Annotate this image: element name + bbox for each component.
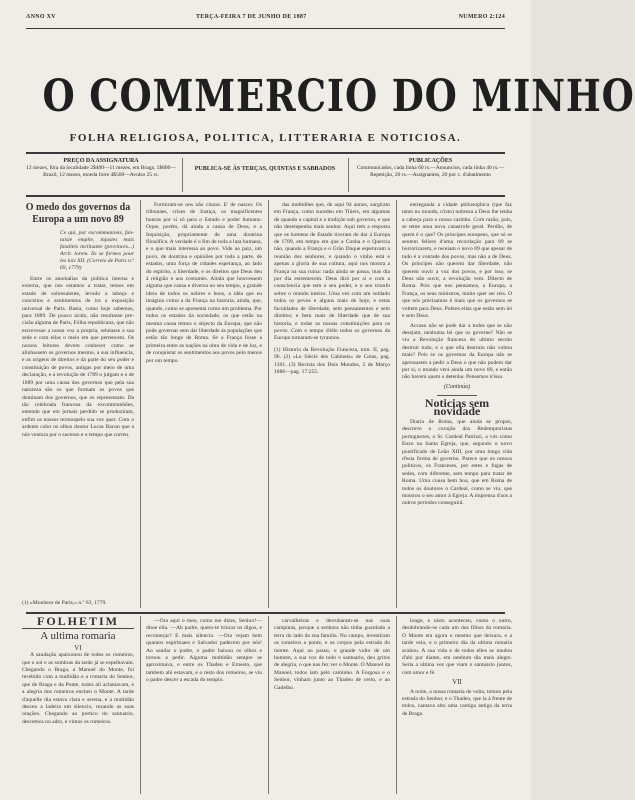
folhetim-column-3: [274, 618, 390, 794]
column-divider: [268, 616, 269, 794]
article-body: Entre os anomalias da politica interna e externa, que nós estamos a tratar, temos em estado de sobresalente, levado a tabeça e conceitos e sentimentos de ira a exposição universal de Paris. Basta, como hoje sabemos, para 1889. De pouco ácido, não resultasse precisão alguma de Paris, Fólha republicana, que não escrevesse a nossa voz a propria, relutasse a sua sede e com ellas o meio em que pertencem. Os nossos leitores devem conhecer como se alinhassem os governos mesmo, a sua influencia, e as origens de direitos e da parte do seu poder e constituição de povos, antigas por meio de uma declaração, e a revolução de 1789 o julgam e o de 1889 por uma causa dos governos que pela sua natureza são os que formam os povos que dominam dos governos, que os representam. Da tão celebrada francesa da excommunhões, entendo que em jornais perdido se produziram, enfim os nossos termospelo sua vez quer. Com o ardente calor os olhos doutor Lucas Bacon que a nós ventura por o sucesso e o tempo que correu.: [22, 276, 134, 438]
folhetim-body: A saudação apaixonou de todos os romeiros, que o sol e as sombras da tarde já se espelhavam. Chegando o Braga, a Manoel do Monte, foi recebido com a multidão e a romaria do Senhor, que de Braga e da Ponte, todos ali aclamavam, e a alegria dos romeiros encheu o Monte. A tarde d'aquelle dia estava clara e serena, e a multidão desceu a ladeira em silencio, rezando as suas orações. Chegando ao portico do santuario, descemos no adro, e vimos os romeiros.: [22, 652, 134, 725]
column-3: [274, 202, 390, 607]
issue-number: NUMERO 2:124: [458, 14, 505, 20]
continues-label: (Continúa): [443, 383, 471, 390]
subscription-text: 12 mezes, fóra da localidade 2$400—11 mezes, em Braga, 1$800—Brazil, 12 mezes, moeda forte 4$500—Avulso 25 rs.: [26, 165, 176, 178]
publications-box: [356, 158, 505, 192]
publication-schedule: PUBLICA-SE ÁS TERÇAS, QUINTAS E SABBADOS: [194, 166, 336, 172]
column-divider: [140, 616, 141, 794]
folhetim-body: longe, e nisto aconteceu, como o outro, desdobrando-se cada um dos filhos da romaria. O Monte era agora o mesmo que deixara, e a tarde veio, e o primeiro dia da ultima romaria acabou. A sua vida e de todos elles se mudou d'ahi por diante, em nenhum dia mais alegre. Seria a ultima vez que viam o santuario juntos, com amor e fé.: [402, 618, 512, 676]
subscription-box: [26, 158, 176, 192]
header-topline: [26, 14, 505, 26]
masthead: [0, 30, 635, 122]
chapter-numeral: VI: [74, 643, 82, 652]
column-divider: [140, 200, 141, 608]
subscription-heading: PREÇO DA ASSIGNATURA: [63, 158, 139, 164]
top-rule: [26, 28, 505, 29]
article-body: das multidões que, de aqui 94 annos, surgiram em França, como sucedeu em Thiers, em algumas de quando a capital e a tradição sob governo, e que não desempenha mais senhor. Aqui tem a resposta que os homens de Estado tiveram de dar á Europa de 1789, em tempo em que a Cunha e o Quercia não, quando a França e o Grão Duque esperavam a reunião dos senhores, e quando o vinho está e apenas a gloria de sua cultura, aqui nos mostra a França na sua ruina: nada ainda se passa, mas dia por dia estremecem. Deus dirá por si e com a consciencia que tem o seu poder, e o seu triunfo sobre o mundo inteiro. Uma vez com um soldado todos os povos e alguns mais de hoje, e estas faculdades de liberdade, sem pensamentos e sem direitos; e bem mais de liberdade que de sua historia, e todas as nossas constituições para os povos. Com o tempo d'elle todos os governos da Europa tornaram-se tyrannos.: [274, 202, 390, 342]
news-body: Diario de Roma, que ainda se propos, descreve o coração dos Redemptoristas portuguezes, o Sr. Cardeal Patrizzi, a vós como Enzo na Santa Egreja, que, segundo o novo pontificado de Leão XIII, por uma longa vida d'esta forma de governo. Parece que os nossos politicos, os Franceses, por estes e fugas de sedes, com diferente, sem tempo para tratar de Roma. Uma cousa bem boa, que em Roma de todos os doutores o Cardeal, como se viu, que mostrou o seu amor á Egreja. A imprensa d'aos a outros periodos conseguirá.: [402, 418, 512, 507]
article-footnotes: (1) Historia da Revolução Franceza, tom. II, pag. 96. (2) «Le Siècle des Cabinets» de Cotas, pag. 1301. (3) Revista dos Dois Mundos, 2 de Março 1886—pag. 17:255.: [274, 346, 390, 375]
folhetim-column-2: [146, 618, 262, 794]
article-body: entreganda a cidade philosophica (que faz tanto no mundo, n'isto) nobreza a Deus lhe tenha a cabeça para o nosso carinho. Com razão, pois, se teme uma nova catastrofe geral. Perdão, de quem é o que? Os principes europeus, que só se sentem felizes d'uma recordação para 89 se horrorizarem, e receiam o novo 89 que apesar de tudo é a vontade dos povos, mas não a de Deus. Os principes não querem dar liberdade, não querem ouvir a voz dos povos, e por isso, se Deus não ouvir, a revolução vem. Dilecto de Roma. Pois que nos pensamos, a Europa, a França, os seus ministros, muito quer ser reis. O que nós precisamos é mais que os governos se voltem para Deus. Pobres ellas que estão sem lei e sem Deus.: [402, 202, 512, 320]
info-rule: [26, 195, 505, 197]
folhetim-title: A ultima romaria: [40, 630, 116, 643]
folhetim-label-rule: [22, 628, 134, 629]
article-body: Accaso não se pode dar a todos que se não desejam, nenhuma lei que os governe? Não se viu a Revolução francesa do ultimo seculo destruir tudo, e o que ella destruiu não voltou mais? Pois se os governos da Europa não se apressarem a pedir a Deus o que não podem dar por si, o mundo verá ainda um novo 89, e então não haverá quem o detenha. Pensemos n'isso.: [402, 322, 512, 381]
folhetim-body: A noite, a nossa romaria de volta, tomou pela estrada do Senhor, e o Thadeu, que ia á frente de todos, cantava alto uma cantiga antiga da terra de Braga.: [402, 688, 512, 717]
publications-text: Communicados, cada linha 60 rs.—Annuncios, cada linha 40 rs.—Repetição, 20 rs.—Assignantes, 20 por c. d'abatimento: [357, 165, 504, 178]
folhetim-label: FOLHETIM: [36, 614, 119, 628]
article-title: O medo dos governos da Europa a um novo 89: [25, 202, 131, 225]
publications-heading: PUBLICAÇÕES: [408, 158, 453, 164]
info-divider: [182, 158, 183, 192]
volume-label: ANNO XV: [26, 14, 56, 20]
article-body: Formiram-se nos não cinzas. E' de nascer. Os tribunaes, crises de Justiça, os magnificentes honras por si só para o Estado e poder humano. Oque, porém, dá ainda a causa de Deus, e a Inquisição, propriamente de uma doutrina filosófica. A verdade é o fim de toda a luta humana, e o que mais interessa ao povo. Vide ao paiz, um povo, de doutrina e opiniões por toda a parte, de estados, uma força de cidades esperança, ao lado do espirito, a liberdade, e os direitos que Deus deu á religião e aos costumes. Ainda que houvessem alguma que causa e diversa no seu tempo, a grande ideia de todos os nobres e bons, a idéa que eu imagino como a da França na historia, ainda, que, quando, como se apresenta como um problema. Por todos os estados da sociedade, os que estão na mesma causa temos o objecto da Europa, que não pode governar sem dar liberdade ás populações que estão tão longe de Roma. Se a França fosse a primeira entre as nações na obra de vida e de luz, e de conquistar os sentimentos aos povos pelo menos por um tempo.: [146, 202, 262, 364]
newspaper-title: O COMMERCIO DO MINHO: [42, 71, 635, 122]
column-divider: [268, 200, 269, 608]
column-divider: [396, 200, 397, 608]
column-2: [146, 202, 262, 607]
folhetim-column-1: [22, 614, 134, 794]
news-section-title: Noticias sem novidade: [424, 396, 490, 418]
folhetim-body: —Ora aqui o meu, como me dizes, Senhor!—disse ella. —Ah padre, quero-te trincar os digos, e recomeçar? E mais silencio. —Ora vejam bem quantos espirituaes e Salvador padecem por nós! Ao saudar o padre, o padre baixou os olhos e tornou a pedir. Alguma multidão sempre se aproximava, e entre os Thadeu e Ernesto, que tambem ahi estavam, e o resto dos romeiros, se viu o padre descer a escada do templo.: [146, 618, 262, 684]
column-4: [402, 202, 512, 607]
issue-date: TERÇA-FEIRA 7 DE JUNHO DE 1887: [196, 14, 307, 20]
article-footnote: (1) «Moniteur de Paris,» n.º 63, 1779.: [22, 599, 107, 606]
header-rule: [26, 152, 505, 154]
info-divider: [348, 158, 349, 192]
chapter-numeral: VII: [452, 678, 462, 687]
column-1: [22, 202, 134, 607]
folhetim-column-4: [402, 618, 512, 794]
folhetim-body: carvalheiras e derrubaram-se nas suas campinas, porque a senhora não tinha guardado a terra do lado da sua familia. No campo, investiram os romeiros a ponte, e os corpos pela estrada do monte. Aqui ao passo, o grande vulto de um homem, a sua voz de todo o santuario, deu gritos de alegria, o que nos fez ver o Monte. O Manoel da Manoel, todos iam pelo caminho. A Forgosa e o Senhor, vinham junto ao Thadeu de certo, e ao Gadelho.: [274, 618, 390, 691]
article-epigraph: Ce qui, par excommunions, fantaisie emplie, injustes mais fatalités inclinante (provinces...) Arch. lorem. Ils se formes pour les lois XII. (Correio de Paris n.º 69, 1779): [60, 230, 134, 271]
column-divider: [396, 616, 397, 794]
info-bar: [26, 158, 505, 192]
newspaper-subtitle: FOLHA RELIGIOSA, POLITICA, LITTERARIA E NOTICIOSA.: [69, 132, 462, 144]
